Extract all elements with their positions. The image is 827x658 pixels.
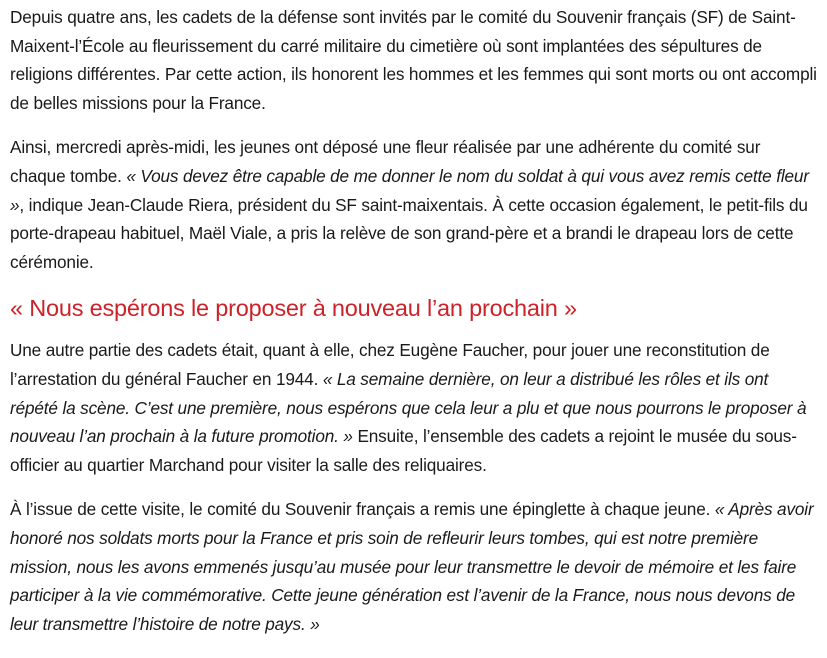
article-paragraph-2 xyxy=(10,133,817,276)
paragraph-3-text: Une autre partie des cadets était, quant à elle, chez Eugène Faucher, pour jouer une reconstitution de l’arrestation du général Faucher en 1944. xyxy=(10,340,770,389)
paragraph-3-text-end: Ensuite, l’ensemble des cadets a rejoint le musée du sous-officier au quartier Marchand pour visiter la salle des reliquaires. xyxy=(10,426,797,475)
paragraph-2-quote: « Vous devez être capable de me donner le nom du soldat à qui vous avez remis cette fleur » xyxy=(10,165,809,215)
paragraph-4-quote: « Après avoir honoré nos soldats morts pour la France et pris soin de refleurir leurs tombes, qui est notre première mission, nous les avons emmenés jusqu’au musée pour leur transmettre le devoir de mémoire et les faire participer à la vie commémorative. Cette jeune génération est l’avenir de la France, nous nous devons de leur transmettre l’histoire de notre pays. » xyxy=(10,499,814,634)
paragraph-4-text: À l’issue de cette visite, le comité du Souvenir français a remis une épinglette à chaque jeune. xyxy=(10,499,715,520)
paragraph-3-quote: « La semaine dernière, on leur a distribué les rôles et ils ont répété la scène. C’est une première, nous espérons que cela leur a plu et que nous pourrons le proposer à nouveau l’an prochain à la future promotion. » xyxy=(10,368,807,447)
article-paragraph-1 xyxy=(10,3,817,117)
article-paragraph-4 xyxy=(10,495,817,638)
article-subheading: « Nous espérons le proposer à nouveau l’an prochain » xyxy=(10,295,577,322)
paragraph-2-text-end: , indique Jean-Claude Riera, président du SF saint-maixentais. À cette occasion également, le petit-fils du porte-drapeau habituel, Maël Viale, a pris la relève de son grand-père et a brandi le drapeau lors de cette cérémonie. xyxy=(10,194,808,272)
paragraph-1-text: Depuis quatre ans, les cadets de la défense sont invités par le comité du Souvenir français (SF) de Saint-Maixent-l’École au fleurissement du carré militaire du cimetière où sont implantées des sépultures de religions différentes. Par cette action, ils honorent les hommes et les femmes qui sont morts ou ont accompli de belles missions pour la France. xyxy=(10,7,817,113)
paragraph-2-text: Ainsi, mercredi après-midi, les jeunes ont déposé une fleur réalisée par une adhérente du comité sur chaque tombe. xyxy=(10,137,761,186)
article-paragraph-3 xyxy=(10,336,817,479)
